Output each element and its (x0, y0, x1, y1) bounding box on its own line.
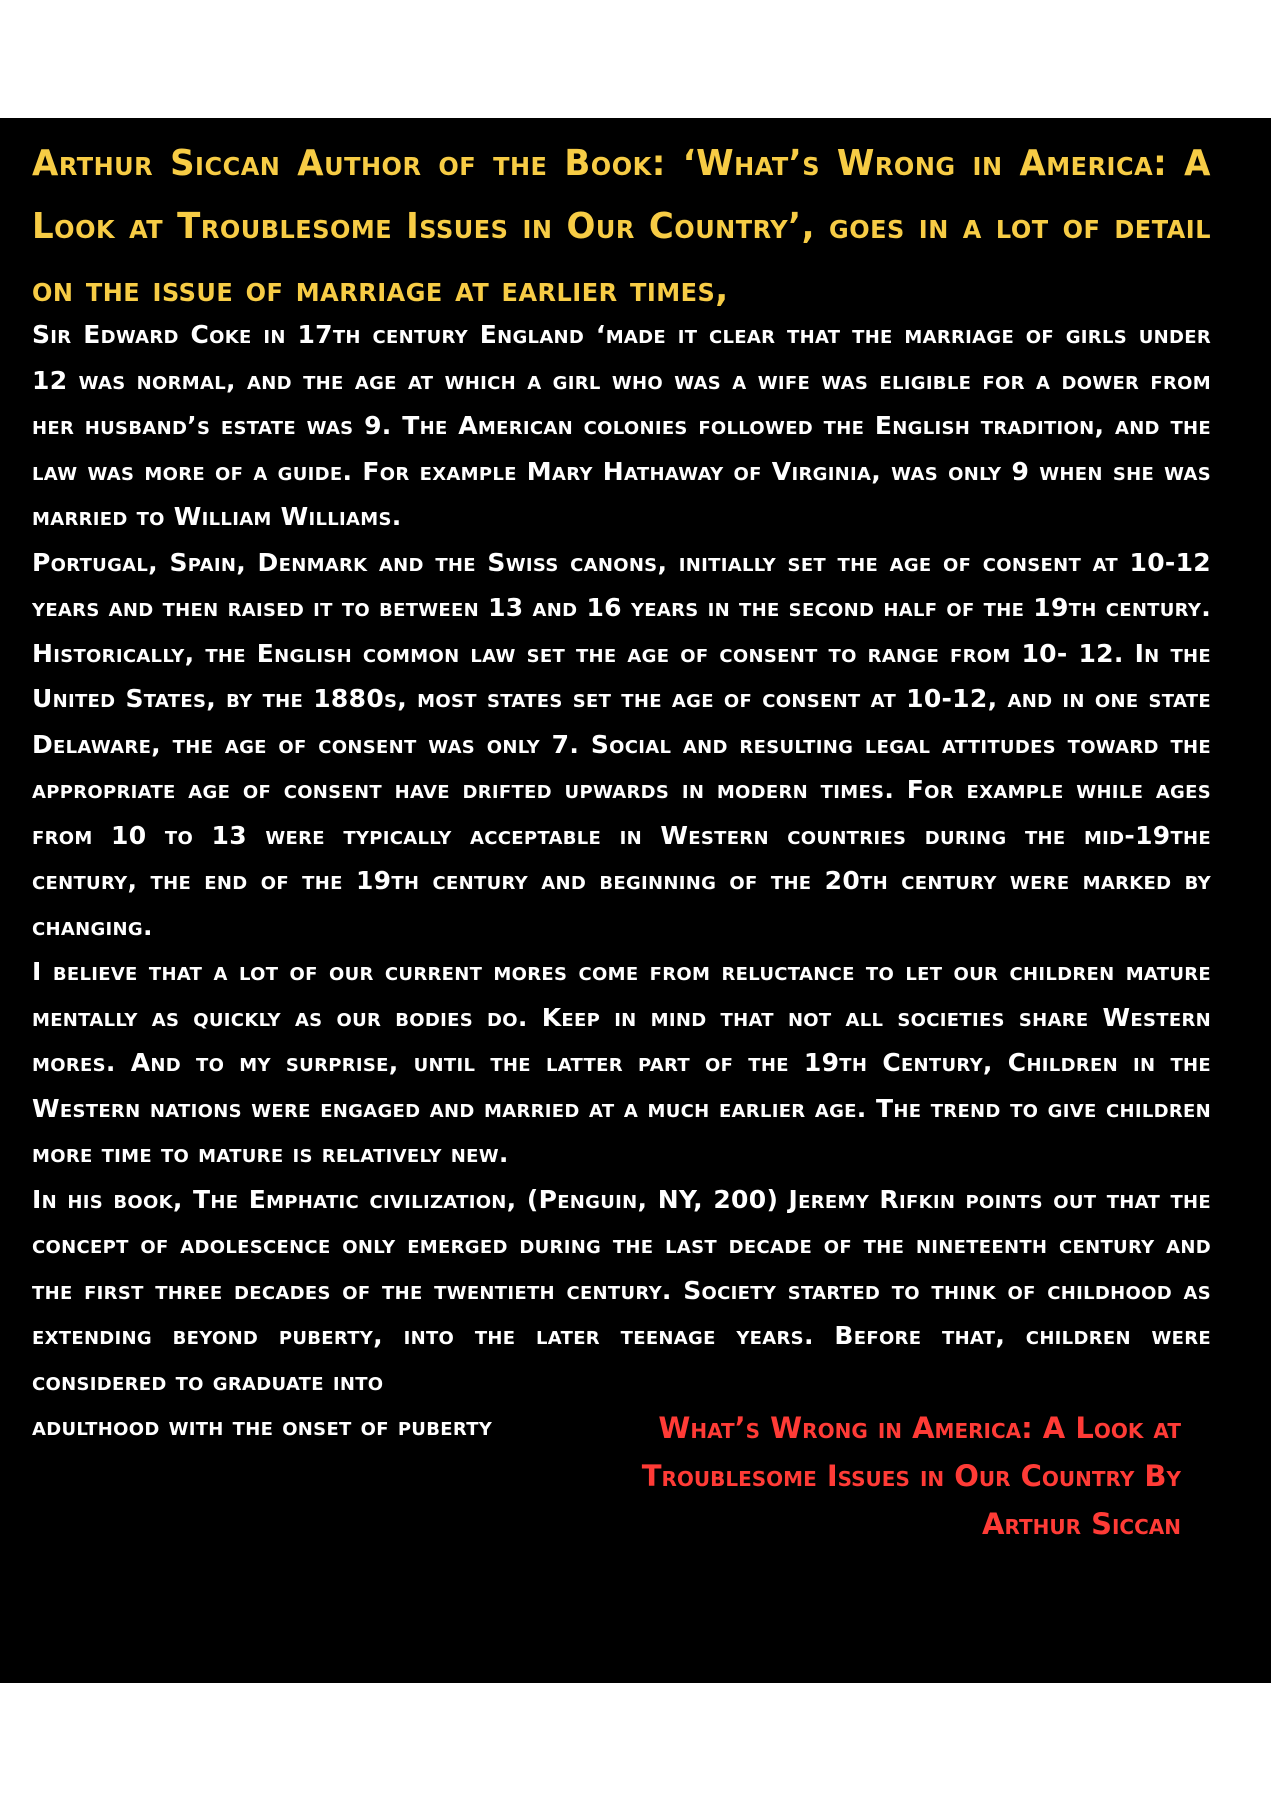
source-citation: What’s Wrong in America: A Look at Troublesome Issues in Our Country By Arthur Siccan (641, 1410, 1181, 1541)
heading: Arthur Siccan Author of the Book: ‘What’s Wrong in America: A Look at Troublesome Issues in Our Country’, goes in a lot of detail on the issue of marriage at earlier times, (32, 142, 1211, 311)
paragraph-4-end: adulthood with the onset of puberty (32, 1412, 493, 1441)
paragraph-4: In his book, The Emphatic civilization, (Penguin, NY, 200) Jeremy Rifkin points out that the concept of adolescence only emerged during the last decade of the nineteenth century and the first three decades of the twentieth century. Society started to think of childhood as extending beyond puberty, into the later teenage years. Before that, children were considered to graduate into (32, 1184, 1211, 1396)
quote-panel (0, 118, 1271, 1683)
paragraph-3: I believe that a lot of our current mores come from reluctance to let our children mature mentally as quickly as our bodies do. Keep in mind that not all societies share Western mores. And to my surprise, until the latter part of the 19th Century, Children in the Western nations were engaged and married at a much earlier age. The trend to give children more time to mature is relatively new. (32, 957, 1211, 1168)
paragraph-1: Sir Edward Coke in 17th century England ‘made it clear that the marriage of girls under 12 was normal, and the age at which a girl who was a wife was eligible for a dower from her husband’s estate was 9. The American colonies followed the English tradition, and the law was more of a guide. For example Mary Hathaway of Virginia, was only 9 when she was married to William Williams. (32, 320, 1211, 531)
paragraph-2: Portugal, Spain, Denmark and the Swiss canons, initially set the age of consent at 10-12 years and then raised it to between 13 and 16 years in the second half of the 19th century. Historically, the English common law set the age of consent to range from 10- 12. In the United States, by the 1880s, most states set the age of consent at 10-12, and in one state Delaware, the age of consent was only 7. Social and resulting legal attitudes toward the appropriate age of consent have drifted upwards in modern times. For example while ages from 10 to 13 were typically acceptable in Western countries during the mid-19the century, the end of the 19th century and beginning of the 20th century were marked by changing. (32, 547, 1211, 941)
